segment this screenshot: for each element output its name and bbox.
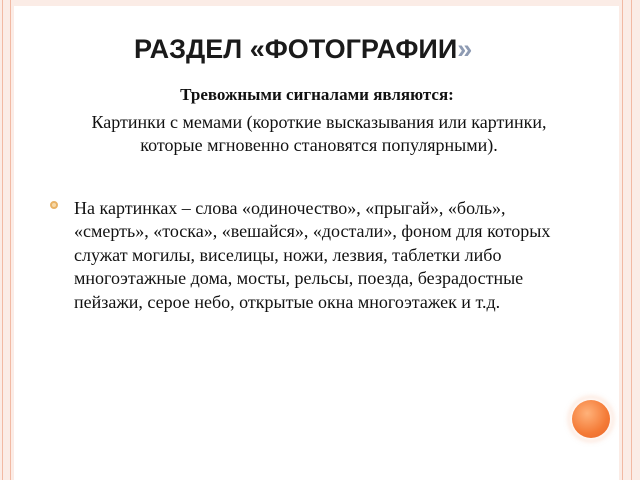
frame-line-right-outer <box>631 0 632 480</box>
slide-title-close-quote: » <box>457 34 473 64</box>
intro-paragraph: Картинки с мемами (короткие высказывания или картинки, которые мгновенно становятся популярными). <box>91 112 547 155</box>
slide-title-text: РАЗДЕЛ «ФОТОГРАФИИ <box>134 34 458 64</box>
frame-line-right-inner <box>622 0 623 480</box>
orange-circle-icon <box>572 400 610 438</box>
content-panel <box>14 6 619 480</box>
slide-title <box>134 34 472 65</box>
subheading: Тревожными сигналами являются: <box>180 85 454 104</box>
frame-line-left-outer <box>2 0 3 480</box>
bullet-item-text: На картинках – слова «одиночество», «прыгай», «боль», «смерть», «тоска», «вешайся», «достали», фоном для которых служат могилы, виселицы, ножи, лезвия, таблетки либо многоэтажные дома, мосты, рельсы, поезда, безрадостные пейзажи, серое небо, открытые окна многоэтажек и т.д. <box>74 198 551 312</box>
frame-line-left-inner <box>10 0 11 480</box>
circle-bullet-icon <box>50 201 58 209</box>
bullet-list <box>44 197 584 314</box>
bullet-item <box>44 197 584 314</box>
